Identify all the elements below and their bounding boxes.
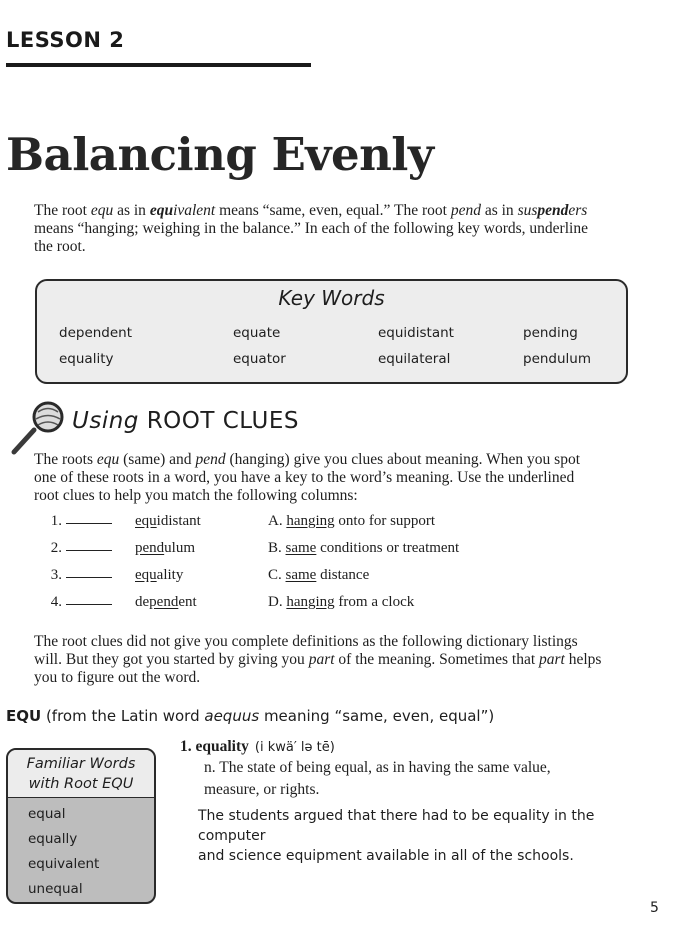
familiar-word: equally bbox=[28, 831, 78, 847]
magnifying-glass-icon bbox=[8, 400, 70, 458]
entry-headword: 1. equality (i kwä′ lə tē) bbox=[180, 738, 335, 755]
followup-line-2: will. But they got you started by giving you part of the meaning. Sometimes that part helps bbox=[34, 651, 602, 668]
page-title: Balancing Evenly bbox=[6, 128, 434, 181]
intro-line-1: The root equ as in equivalent means “same, even, equal.” The root pend as in suspenders bbox=[34, 202, 588, 219]
matching-row bbox=[38, 540, 112, 557]
answer-blank[interactable] bbox=[66, 604, 112, 605]
key-words-box bbox=[35, 279, 628, 384]
key-word: dependent bbox=[59, 325, 133, 341]
matching-row bbox=[38, 594, 112, 611]
match-definition: D. hanging from a clock bbox=[268, 594, 415, 610]
root-equ-heading: EQU (from the Latin word aequus meaning “same, even, equal”) bbox=[6, 707, 495, 725]
match-number: 4. bbox=[50, 594, 62, 610]
answer-blank[interactable] bbox=[66, 523, 112, 524]
key-word: equidistant bbox=[378, 325, 454, 341]
page-number: 5 bbox=[650, 900, 659, 916]
entry-definition: n. The state of being equal, as in having the same value, measure, or rights. bbox=[204, 759, 551, 798]
key-word: equality bbox=[59, 351, 114, 367]
followup-paragraph bbox=[34, 633, 654, 687]
root-clues-heading: Using ROOT CLUES bbox=[72, 408, 299, 434]
root-clues-line-1: The roots equ (same) and pend (hanging) give you clues about meaning. When you spot bbox=[34, 451, 580, 468]
familiar-word: equivalent bbox=[28, 856, 100, 872]
lesson-rule bbox=[6, 63, 311, 67]
familiar-words-box bbox=[6, 748, 156, 904]
lesson-label: LESSON 2 bbox=[6, 28, 125, 52]
intro-line-3: the root. bbox=[34, 238, 86, 255]
familiar-word: unequal bbox=[28, 881, 83, 897]
key-words-title: Key Words bbox=[278, 286, 385, 310]
answer-blank[interactable] bbox=[66, 577, 112, 578]
key-word: equate bbox=[233, 325, 281, 341]
root-clues-line-3: root clues to help you match the following columns: bbox=[34, 487, 358, 504]
key-word: equator bbox=[233, 351, 286, 367]
match-definition: A. hanging onto for support bbox=[268, 513, 436, 529]
entry-example: The students argued that there had to be equality in the computer and science equipment available in all of the schools. bbox=[198, 808, 595, 864]
match-number: 2. bbox=[50, 540, 62, 556]
match-word: equidistant bbox=[135, 513, 201, 529]
intro-line-2: means “hanging; weighing in the balance.” In each of the following key words, underline bbox=[34, 220, 588, 237]
key-word: equilateral bbox=[378, 351, 451, 367]
match-number: 3. bbox=[50, 567, 62, 583]
key-word: pending bbox=[523, 325, 578, 341]
root-clues-line-2: one of these roots in a word, you have a key to the word’s meaning. Use the underlined bbox=[34, 469, 575, 486]
key-word: pendulum bbox=[523, 351, 592, 367]
intro-paragraph bbox=[34, 202, 654, 256]
match-definition: B. same conditions or treatment bbox=[268, 540, 460, 556]
familiar-words-title: Familiar Words with Root EQU bbox=[8, 750, 154, 798]
answer-blank[interactable] bbox=[66, 550, 112, 551]
pronunciation: (i kwä′ lə tē) bbox=[254, 740, 335, 755]
root-clues-paragraph bbox=[34, 451, 654, 505]
followup-line-3: you to figure out the word. bbox=[34, 669, 201, 686]
match-definition: C. same distance bbox=[268, 567, 370, 583]
match-word: dependent bbox=[135, 594, 197, 610]
matching-row bbox=[38, 567, 112, 584]
matching-row bbox=[38, 513, 112, 530]
followup-line-1: The root clues did not give you complete definitions as the following dictionary listings bbox=[34, 633, 578, 650]
match-word: equality bbox=[135, 567, 184, 583]
familiar-word: equal bbox=[28, 806, 66, 822]
match-number: 1. bbox=[50, 513, 62, 529]
match-word: pendulum bbox=[135, 540, 196, 556]
